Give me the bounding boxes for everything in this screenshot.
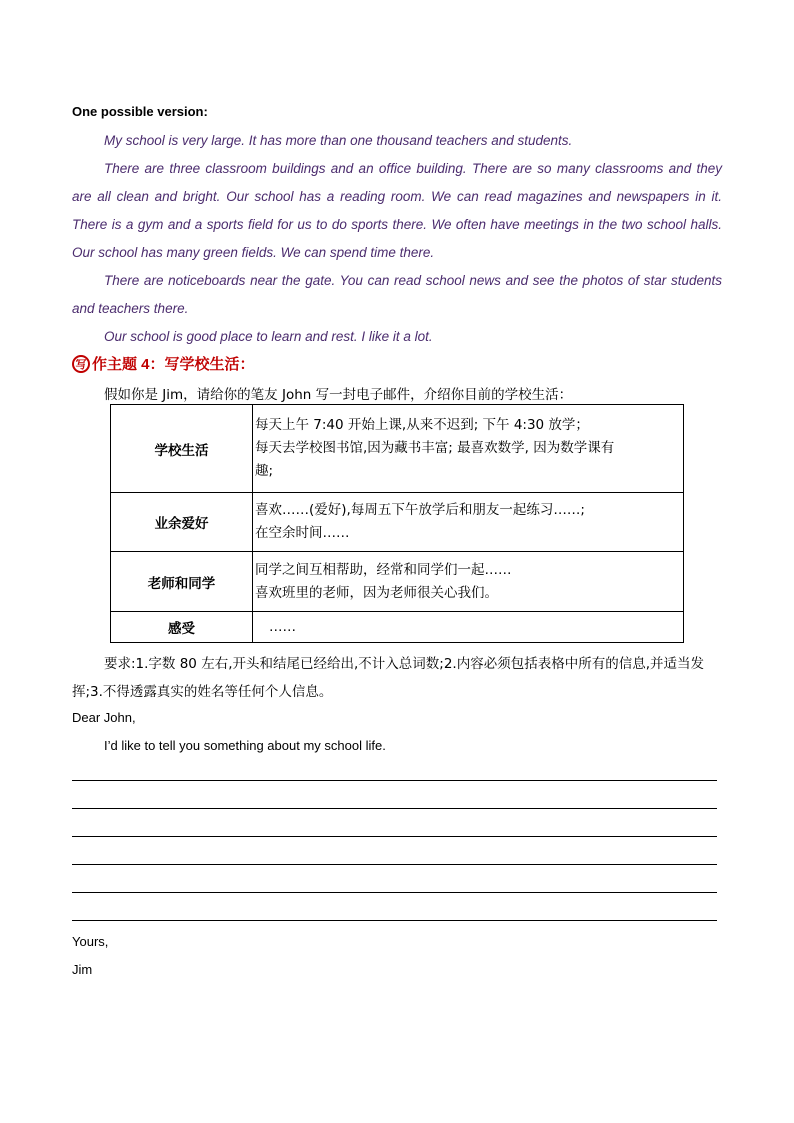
row-content xyxy=(253,493,684,552)
writing-line xyxy=(72,780,717,781)
essay-paragraph-3: There are noticeboards near the gate. You can read school news and see the photos of star students and teachers there. xyxy=(72,273,722,316)
row-content xyxy=(253,405,684,493)
table-row xyxy=(111,493,684,552)
writing-line xyxy=(72,864,717,865)
content-line: …… xyxy=(269,618,296,635)
letter-opening: I’d like to tell you something about my school life. xyxy=(104,738,386,753)
row-label: 业余爱好 xyxy=(111,493,253,552)
content-line: 每天上午 7:40 开始上课,从来不迟到; 下午 4:30 放学； xyxy=(255,417,589,433)
content-line: 喜欢……(爱好),每周五下午放学后和朋友一起练习……; xyxy=(255,502,585,518)
row-label: 老师和同学 xyxy=(111,552,253,612)
content-line: 趣; xyxy=(255,463,274,479)
essay-paragraph-4: Our school is good place to learn and rest. I like it a lot. xyxy=(104,329,433,344)
letter-signature: Jim xyxy=(72,962,93,977)
writing-line xyxy=(72,892,717,893)
letter-closing: Yours, xyxy=(72,934,109,949)
requirements-text: 要求:1.字数 80 左右,开头和结尾已经给出,不计入总词数;2.内容必须包括表格中所有的信息,并适当发挥;3.不得透露真实的姓名等任何个人信息。 xyxy=(72,656,704,700)
row-label: 学校生活 xyxy=(111,405,253,493)
content-line: 每天去学校图书馆,因为藏书丰富; 最喜欢数学, 因为数学课有 xyxy=(255,440,615,456)
row-content xyxy=(253,552,684,612)
writing-line xyxy=(72,808,717,809)
writing-prompt: 假如你是 Jim，请给你的笔友 John 写一封电子邮件，介绍你目前的学校生活： xyxy=(104,387,573,403)
answer-heading: One possible version: xyxy=(72,104,208,119)
table-row xyxy=(111,405,684,493)
content-line: 喜欢班里的老师，因为老师很关心我们。 xyxy=(255,584,498,601)
content-line: 在空余时间…… xyxy=(255,525,350,541)
row-label: 感受 xyxy=(111,612,253,643)
row-content xyxy=(253,612,684,643)
writing-line xyxy=(72,836,717,837)
essay-paragraph-1: My school is very large. It has more than one thousand teachers and students. xyxy=(104,133,573,148)
writing-line xyxy=(72,920,717,921)
content-line: 同学之间互相帮助，经常和同学们一起…… xyxy=(255,561,512,578)
table-row xyxy=(111,552,684,612)
essay-paragraph-2: There are three classroom buildings and an office building. There are so many classrooms and they are all clean and bright. Our school has a reading room. We can read magazines and newspapers in it. There is a gym and a sports field for us to do sports there. We often have meetings in the two school halls. Our school has many green fields. We can spend time there. xyxy=(72,161,722,260)
write-badge-icon: 写 xyxy=(72,355,90,373)
writing-topic-heading xyxy=(72,353,255,374)
table-row xyxy=(111,612,684,643)
topic-title: 作主题 4：写学校生活： xyxy=(92,356,255,373)
info-table xyxy=(110,404,684,643)
letter-greeting: Dear John, xyxy=(72,710,136,725)
